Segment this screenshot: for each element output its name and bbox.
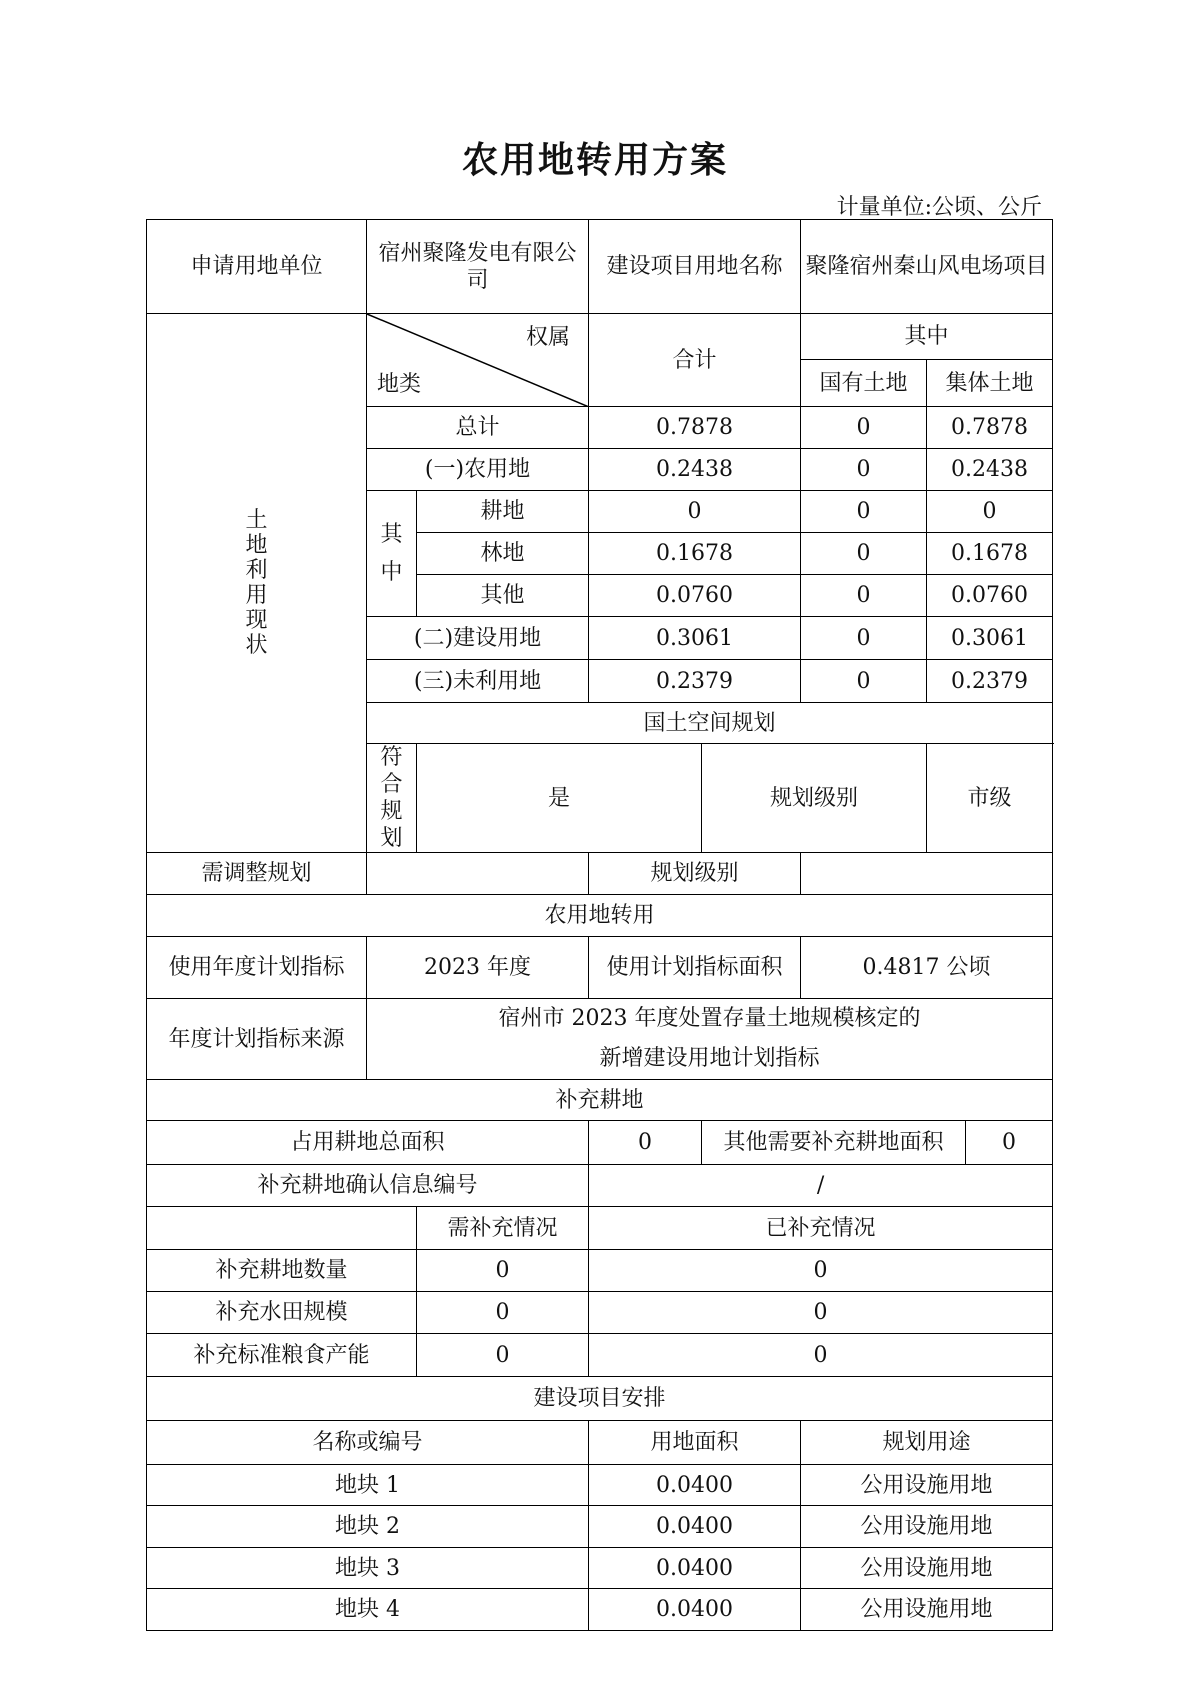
parcel-area: 0.0400	[589, 1548, 801, 1589]
row-forest-state: 0	[801, 533, 927, 575]
row-total-collective: 0.7878	[927, 407, 1053, 449]
diagonal-header-cell	[367, 314, 589, 407]
of-which-header: 其中	[801, 314, 1053, 360]
row-unused-collective: 0.2379	[927, 660, 1053, 703]
row-unused-sum: 0.2379	[589, 660, 801, 703]
annual-plan-label: 使用年度计划指标	[147, 937, 367, 999]
conform-plan-label: 符合规划	[367, 744, 417, 853]
parcel-area: 0.0400	[589, 1589, 801, 1631]
unit-note: 计量单位:公顷、公斤	[836, 195, 1042, 220]
row-construction-sum: 0.3061	[589, 617, 801, 660]
occupied-arable-label: 占用耕地总面积	[147, 1121, 589, 1165]
conversion-section-title: 农用地转用	[147, 895, 1053, 937]
total-column-header: 合计	[589, 314, 801, 407]
row-arable-state: 0	[801, 491, 927, 533]
supplement-row-needed: 0	[417, 1250, 589, 1292]
row-total-label: 总计	[367, 407, 589, 449]
supplement-row-done: 0	[589, 1250, 1053, 1292]
row-agri-collective: 0.2438	[927, 449, 1053, 491]
row-other-label: 其他	[417, 575, 589, 617]
collective-land-header: 集体土地	[927, 360, 1053, 407]
row-unused-label: (三)未利用地	[367, 660, 589, 703]
plan-source-line2: 新增建设用地计划指标	[599, 1046, 820, 1071]
supplement-row-needed: 0	[417, 1292, 589, 1334]
row-total-state: 0	[801, 407, 927, 449]
row-other-state: 0	[801, 575, 927, 617]
of-which-text: 其中	[380, 521, 403, 585]
project-value: 聚隆宿州秦山风电场项目	[801, 220, 1053, 314]
adjust-plan-level-value	[801, 853, 1053, 895]
parcel-use: 公用设施用地	[801, 1589, 1053, 1631]
row-unused-state: 0	[801, 660, 927, 703]
needed-header: 需补充情况	[417, 1207, 589, 1250]
parcel-name: 地块 3	[147, 1548, 589, 1589]
row-construction-label: (二)建设用地	[367, 617, 589, 660]
adjust-plan-value	[367, 853, 589, 895]
parcel-use-header: 规划用途	[801, 1421, 1053, 1465]
done-header: 已补充情况	[589, 1207, 1053, 1250]
adjust-plan-level-label: 规划级别	[589, 853, 801, 895]
parcel-name-header: 名称或编号	[147, 1421, 589, 1465]
row-agri-label: (一)农用地	[367, 449, 589, 491]
conversion-table	[146, 219, 1053, 1631]
row-other-sum: 0.0760	[589, 575, 801, 617]
other-supplement-value: 0	[966, 1121, 1053, 1165]
row-construction-state: 0	[801, 617, 927, 660]
row-arable-label: 耕地	[417, 491, 589, 533]
parcel-area: 0.0400	[589, 1506, 801, 1548]
state-land-header: 国有土地	[801, 360, 927, 407]
parcel-name: 地块 4	[147, 1589, 589, 1631]
plan-level-value: 市级	[927, 744, 1053, 853]
confirm-number-label: 补充耕地确认信息编号	[147, 1165, 589, 1207]
row-arable-collective: 0	[927, 491, 1053, 533]
supplement-blank-header	[147, 1207, 417, 1250]
supplement-row-needed: 0	[417, 1334, 589, 1377]
parcel-area: 0.0400	[589, 1465, 801, 1506]
supplement-section-title: 补充耕地	[147, 1080, 1053, 1121]
land-use-section-label	[147, 314, 367, 853]
parcel-name: 地块 1	[147, 1465, 589, 1506]
land-type-header: 地类	[377, 372, 422, 397]
row-total-sum: 0.7878	[589, 407, 801, 449]
parcel-name: 地块 2	[147, 1506, 589, 1548]
supplement-row-label: 补充水田规模	[147, 1292, 417, 1334]
row-construction-collective: 0.3061	[927, 617, 1053, 660]
ownership-header: 权属	[526, 325, 571, 350]
row-other-collective: 0.0760	[927, 575, 1053, 617]
row-arable-sum: 0	[589, 491, 801, 533]
supplement-row-label: 补充标准粮食产能	[147, 1334, 417, 1377]
supplement-row-done: 0	[589, 1334, 1053, 1377]
applicant-label: 申请用地单位	[147, 220, 367, 314]
occupied-arable-value: 0	[589, 1121, 702, 1165]
other-supplement-label: 其他需要补充耕地面积	[702, 1121, 966, 1165]
row-forest-collective: 0.1678	[927, 533, 1053, 575]
conform-plan-value: 是	[417, 744, 702, 853]
plan-source-label: 年度计划指标来源	[147, 999, 367, 1080]
parcel-area-header: 用地面积	[589, 1421, 801, 1465]
annual-plan-value: 2023 年度	[367, 937, 589, 999]
adjust-plan-label: 需调整规划	[147, 853, 367, 895]
document-title: 农用地转用方案	[461, 139, 728, 181]
plan-source-line1: 宿州市 2023 年度处置存量土地规模核定的	[498, 1006, 921, 1031]
confirm-number-value: /	[589, 1165, 1053, 1207]
supplement-row-label: 补充耕地数量	[147, 1250, 417, 1292]
supplement-row-done: 0	[589, 1292, 1053, 1334]
plan-area-value: 0.4817 公顷	[801, 937, 1053, 999]
row-agri-sum: 0.2438	[589, 449, 801, 491]
row-forest-sum: 0.1678	[589, 533, 801, 575]
land-use-section-text: 土地利用现状	[245, 508, 268, 658]
row-agri-state: 0	[801, 449, 927, 491]
plan-level-label: 规划级别	[702, 744, 927, 853]
project-label: 建设项目用地名称	[589, 220, 801, 314]
applicant-value: 宿州聚隆发电有限公司	[367, 220, 589, 314]
parcel-use: 公用设施用地	[801, 1465, 1053, 1506]
plan-area-label: 使用计划指标面积	[589, 937, 801, 999]
parcel-use: 公用设施用地	[801, 1548, 1053, 1589]
row-forest-label: 林地	[417, 533, 589, 575]
plan-source-value	[367, 999, 1053, 1080]
of-which-row-label	[367, 491, 417, 617]
arrangement-section-title: 建设项目安排	[147, 1377, 1053, 1421]
parcel-use: 公用设施用地	[801, 1506, 1053, 1548]
planning-section-title: 国土空间规划	[367, 703, 1053, 744]
